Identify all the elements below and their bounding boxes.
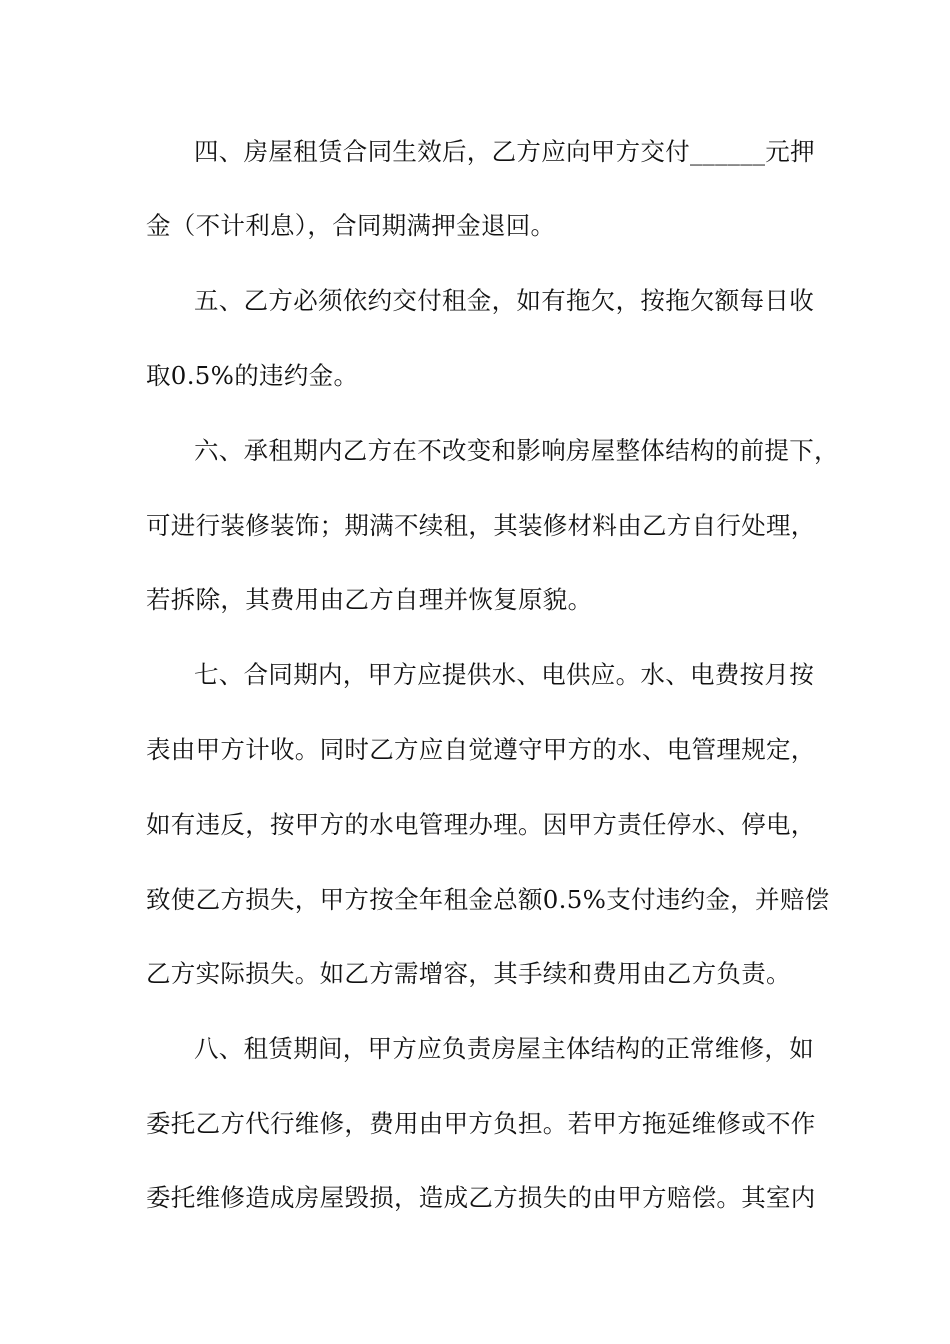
clause-8-line-2: 委托乙方代行维修，费用由甲方负担。若甲方拖延维修或不作 bbox=[146, 1109, 816, 1138]
clause-7-line-1: 七、合同期内，甲方应提供水、电供应。水、电费按月按 bbox=[194, 660, 814, 689]
clause-7-line-3: 如有违反，按甲方的水电管理办理。因甲方责任停水、停电， bbox=[146, 810, 816, 839]
clause-8-line-1: 八、租赁期间，甲方应负责房屋主体结构的正常维修，如 bbox=[194, 1034, 814, 1063]
clause-5-line-2: 取0.5%的违约金。 bbox=[146, 361, 359, 390]
clause-7-line-4: 致使乙方损失，甲方按全年租金总额0.5%支付违约金，并赔偿 bbox=[146, 885, 830, 914]
clause-6-line-2: 可进行装修装饰；期满不续租，其装修材料由乙方自行处理， bbox=[146, 511, 816, 540]
clause-7-line-5: 乙方实际损失。如乙方需增容，其手续和费用由乙方负责。 bbox=[146, 959, 791, 988]
clause-5-line-1: 五、乙方必须依约交付租金，如有拖欠，按拖欠额每日收 bbox=[194, 286, 814, 315]
clause-7-line-2: 表由甲方计收。同时乙方应自觉遵守甲方的水、电管理规定， bbox=[146, 735, 816, 764]
clause-4-line-1: 四、房屋租赁合同生效后，乙方应向甲方交付______元押 bbox=[194, 137, 815, 166]
clause-6-line-1: 六、承租期内乙方在不改变和影响房屋整体结构的前提下， bbox=[194, 436, 839, 465]
clause-6-line-3: 若拆除，其费用由乙方自理并恢复原貌。 bbox=[146, 585, 593, 614]
clause-4-line-2: 金（不计利息），合同期满押金退回。 bbox=[146, 211, 556, 240]
clause-8-line-3: 委托维修造成房屋毁损，造成乙方损失的由甲方赔偿。其室内 bbox=[146, 1183, 816, 1212]
